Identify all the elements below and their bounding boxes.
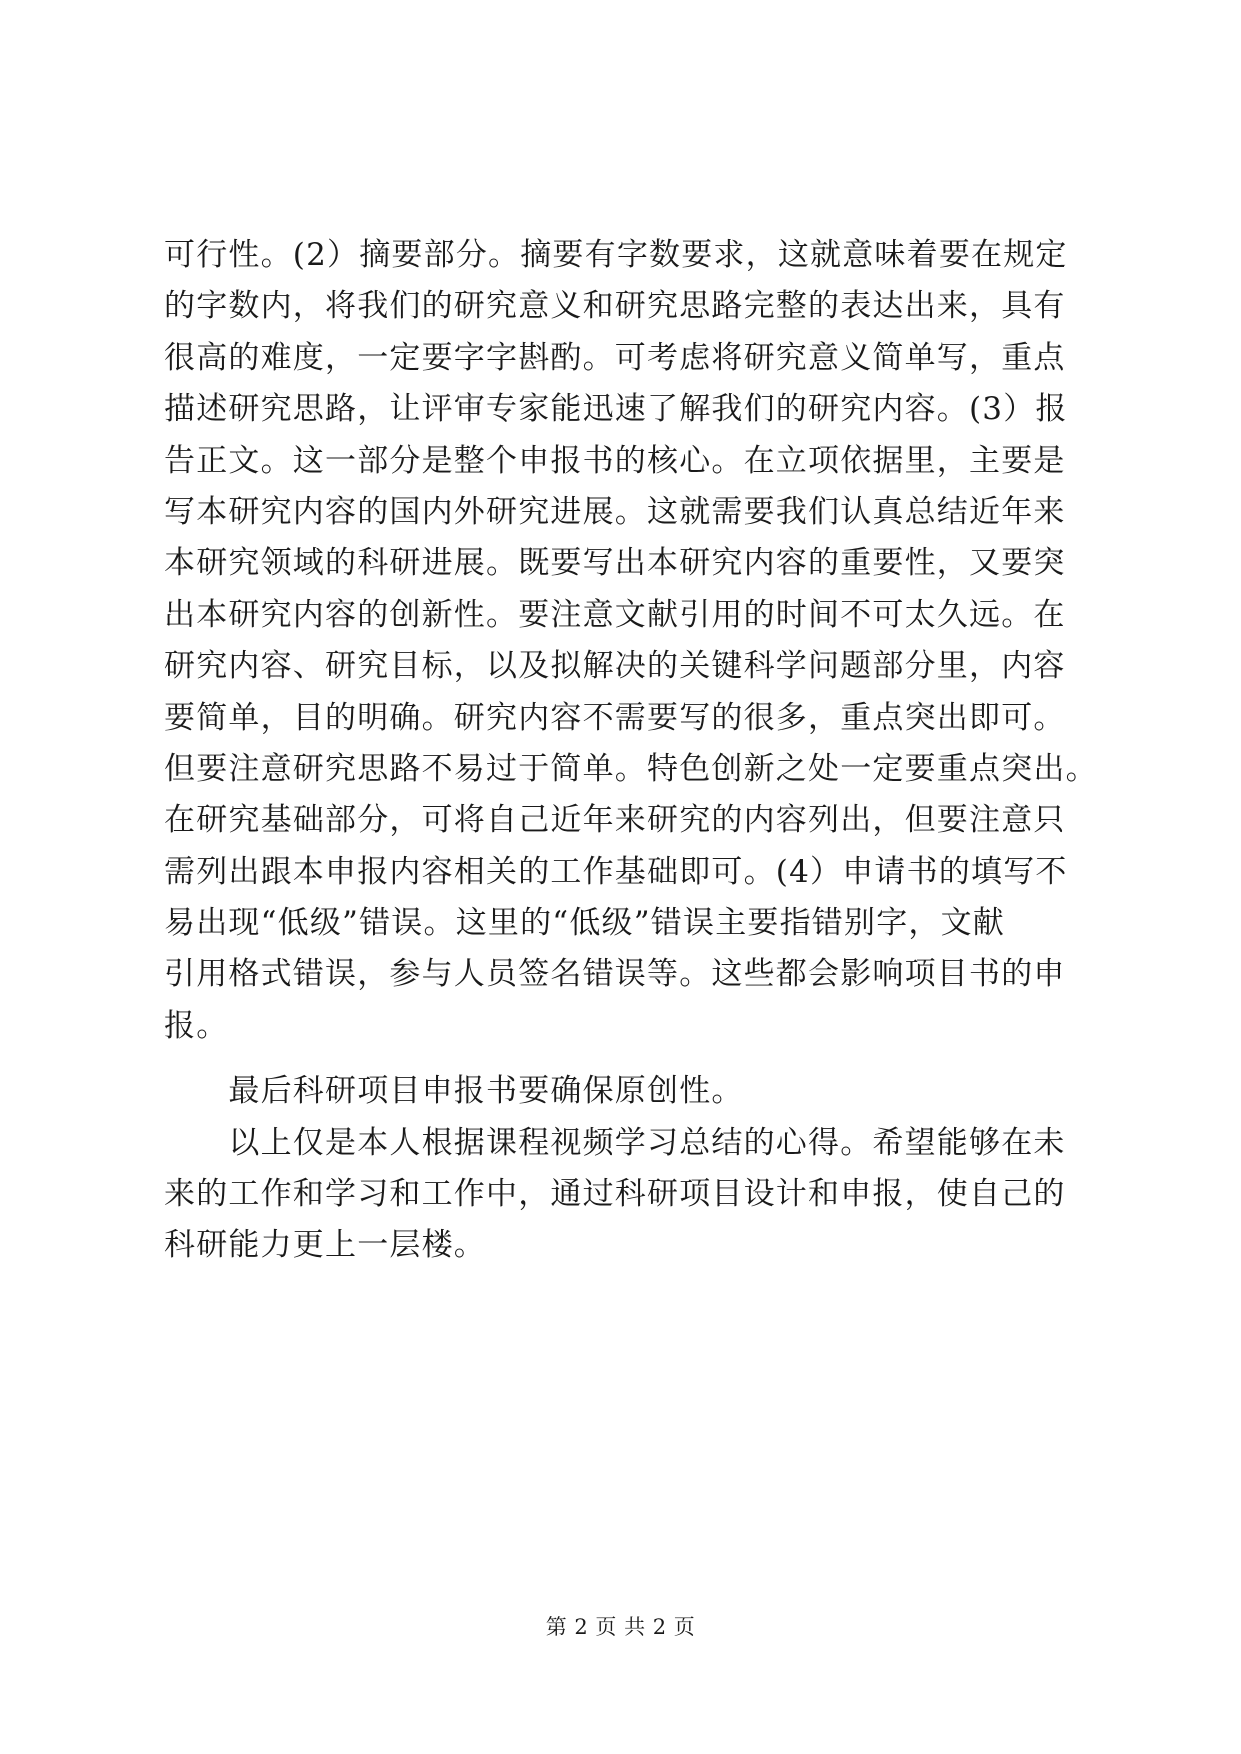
page-number-footer: 第 2 页 共 2 页 [545, 1615, 696, 1639]
text-line: 要简单，目的明确。研究内容不需要写的很多，重点突出即可。 [164, 699, 1066, 736]
text-line: 以上仅是本人根据课程视频学习总结的心得。希望能够在未 [164, 1124, 1066, 1161]
text-line: 在研究基础部分，可将自己近年来研究的内容列出，但要注意只 [164, 802, 1066, 839]
text-line: 写本研究内容的国内外研究进展。这就需要我们认真总结近年来 [164, 493, 1066, 530]
text-line: 的字数内，将我们的研究意义和研究思路完整的表达出来，具有 [164, 288, 1066, 325]
paragraph-gap [164, 1052, 1084, 1066]
text-line: 但要注意研究思路不易过于简单。特色创新之处一定要重点突出。 [164, 750, 1098, 787]
text-line: 最后科研项目申报书要确保原创性。 [164, 1073, 744, 1110]
text-line: 需列出跟本申报内容相关的工作基础即可。(4）申请书的填写不 [164, 853, 1068, 890]
text-line: 来的工作和学习和工作中，通过科研项目设计和申报，使自己的 [164, 1176, 1066, 1213]
text-line: 研究内容、研究目标，以及拟解决的关键科学问题部分里，内容 [164, 648, 1066, 685]
text-line: 很高的难度，一定要字字斟酌。可考虑将研究意义简单写，重点 [164, 339, 1066, 376]
text-line: 科研能力更上一层楼。 [164, 1227, 486, 1264]
text-line: 引用格式错误，参与人员签名错误等。这些都会影响项目书的申 [164, 956, 1066, 993]
text-line: 可行性。(2）摘要部分。摘要有字数要求，这就意味着要在规定 [164, 237, 1068, 273]
text-line: 报。 [164, 1007, 229, 1044]
document-body [164, 230, 1098, 1272]
text-line: 本研究领域的科研进展。既要写出本研究内容的重要性，又要突 [164, 545, 1066, 582]
text-line: 描述研究思路，让评审专家能迅速了解我们的研究内容。(3）报 [164, 391, 1068, 428]
text-line: 出本研究内容的创新性。要注意文献引用的时间不可太久远。在 [164, 596, 1066, 633]
text-line: 告正文。这一部分是整个申报书的核心。在立项依据里，主要是 [164, 442, 1066, 479]
text-line: 易出现“低级”错误。这里的“低级”错误主要指错别字，文献 [164, 905, 1005, 942]
